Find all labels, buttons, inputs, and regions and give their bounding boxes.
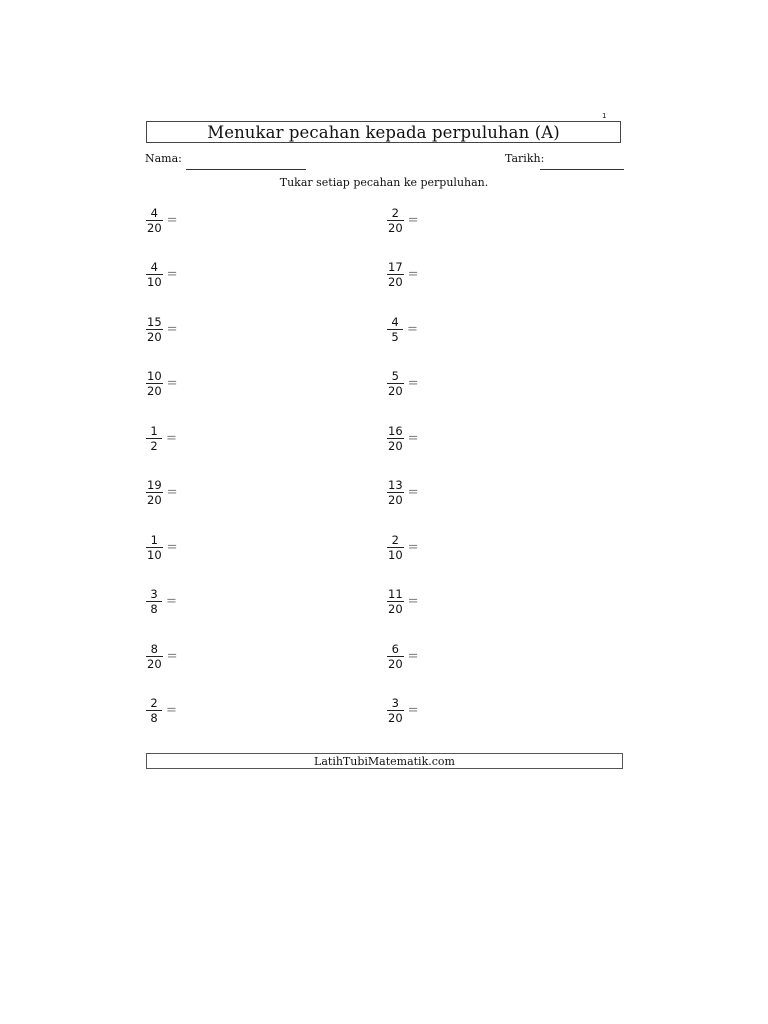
equals-sign: = xyxy=(166,321,178,337)
fraction-numerator: 2 xyxy=(391,205,399,220)
fraction-denominator: 8 xyxy=(146,710,162,725)
fraction-denominator: 20 xyxy=(388,275,403,289)
fraction-numerator: 4 xyxy=(150,260,158,274)
fraction-numerator: 2 xyxy=(391,532,399,547)
fraction-problem xyxy=(146,476,178,510)
worksheet-title: Menukar pecahan kepada perpuluhan (A) xyxy=(146,121,621,143)
fraction-problem xyxy=(146,258,178,292)
fraction xyxy=(146,533,163,562)
fraction xyxy=(146,587,162,616)
fraction xyxy=(146,424,162,453)
fraction-numerator: 1 xyxy=(150,532,158,547)
equals-sign: = xyxy=(166,594,177,609)
fraction-problem xyxy=(387,585,419,619)
fraction-denominator: 20 xyxy=(147,329,162,344)
fraction xyxy=(146,696,162,725)
equals-sign: = xyxy=(166,648,178,664)
fraction xyxy=(146,260,163,289)
fraction-numerator: 16 xyxy=(388,423,403,438)
fraction-problem xyxy=(146,585,177,619)
fraction-numerator: 4 xyxy=(391,314,399,329)
fraction-denominator: 20 xyxy=(388,384,403,398)
fraction-denominator: 5 xyxy=(387,329,403,344)
fraction-problem xyxy=(387,476,419,510)
equals-sign: = xyxy=(166,376,178,391)
fraction xyxy=(146,478,163,507)
equals-sign: = xyxy=(407,430,419,446)
equals-sign: = xyxy=(166,430,177,446)
fraction-denominator: 20 xyxy=(147,656,162,671)
fraction-numerator: 15 xyxy=(147,314,162,329)
fraction-numerator: 13 xyxy=(388,478,403,492)
fraction-denominator: 20 xyxy=(147,384,162,398)
fraction-denominator: 20 xyxy=(147,220,162,235)
fraction-numerator: 8 xyxy=(150,641,158,656)
fraction-denominator: 2 xyxy=(146,438,162,453)
equals-sign: = xyxy=(407,703,419,718)
fraction-problem xyxy=(146,203,178,237)
equals-sign: = xyxy=(407,212,419,228)
fraction xyxy=(387,533,404,562)
equals-sign: = xyxy=(166,485,178,500)
fraction-numerator: 4 xyxy=(150,205,158,220)
fraction xyxy=(146,206,163,235)
fraction-numerator: 3 xyxy=(391,696,399,710)
fraction-problem xyxy=(387,530,419,564)
fraction-numerator: 2 xyxy=(150,696,158,710)
equals-sign: = xyxy=(407,485,419,500)
fraction-numerator: 17 xyxy=(388,260,403,274)
fraction xyxy=(387,587,404,616)
fraction xyxy=(387,206,404,235)
fraction-denominator: 10 xyxy=(388,547,403,562)
fraction xyxy=(387,260,404,289)
fraction-numerator: 10 xyxy=(147,369,162,383)
fraction-denominator: 10 xyxy=(147,275,162,289)
instruction-text: Tukar setiap pecahan ke perpuluhan. xyxy=(279,176,489,189)
fraction-numerator: 1 xyxy=(150,423,158,438)
fraction-problem xyxy=(387,203,419,237)
fraction-numerator: 19 xyxy=(147,478,162,492)
fraction-problem xyxy=(146,421,177,455)
fraction-denominator: 20 xyxy=(388,656,403,671)
fraction-denominator: 20 xyxy=(388,602,403,616)
equals-sign: = xyxy=(166,703,177,718)
equals-sign: = xyxy=(407,376,419,391)
fraction-denominator: 20 xyxy=(388,220,403,235)
equals-sign: = xyxy=(166,539,178,555)
fraction-denominator: 8 xyxy=(146,601,162,616)
fraction-problem xyxy=(387,421,419,455)
fraction-numerator: 6 xyxy=(391,641,399,656)
fraction xyxy=(146,369,163,398)
name-label: Nama: xyxy=(145,152,182,165)
date-field-line[interactable] xyxy=(540,169,624,170)
equals-sign: = xyxy=(166,212,178,228)
fraction-denominator: 10 xyxy=(147,547,162,562)
equals-sign: = xyxy=(407,594,419,609)
fraction-problem xyxy=(146,694,177,728)
fraction-numerator: 3 xyxy=(150,587,158,601)
fraction-denominator: 20 xyxy=(388,438,403,453)
fraction xyxy=(146,642,163,671)
footer-site: LatihTubiMatematik.com xyxy=(146,753,623,769)
fraction-problem xyxy=(387,367,419,401)
fraction-problem xyxy=(146,367,178,401)
fraction-denominator: 20 xyxy=(388,493,403,507)
fraction-problem xyxy=(146,530,178,564)
fraction xyxy=(146,315,163,344)
fraction-problem xyxy=(387,258,419,292)
fraction-problem xyxy=(146,312,178,346)
fraction-problem xyxy=(146,639,178,673)
page-number: 1 xyxy=(602,112,607,120)
equals-sign: = xyxy=(407,321,418,337)
date-label: Tarikh: xyxy=(505,152,545,165)
fraction-denominator: 20 xyxy=(147,493,162,507)
fraction xyxy=(387,315,403,344)
equals-sign: = xyxy=(407,648,419,664)
fraction-problem xyxy=(387,639,419,673)
fraction-problem xyxy=(387,694,419,728)
fraction xyxy=(387,696,404,725)
name-field-line[interactable] xyxy=(186,169,306,170)
fraction xyxy=(387,424,404,453)
fraction xyxy=(387,369,404,398)
fraction-numerator: 11 xyxy=(388,587,403,601)
equals-sign: = xyxy=(407,267,419,282)
fraction xyxy=(387,642,404,671)
fraction xyxy=(387,478,404,507)
fraction-problem xyxy=(387,312,418,346)
fraction-numerator: 5 xyxy=(391,369,399,383)
equals-sign: = xyxy=(166,267,178,282)
equals-sign: = xyxy=(407,539,419,555)
fraction-denominator: 20 xyxy=(388,711,403,725)
